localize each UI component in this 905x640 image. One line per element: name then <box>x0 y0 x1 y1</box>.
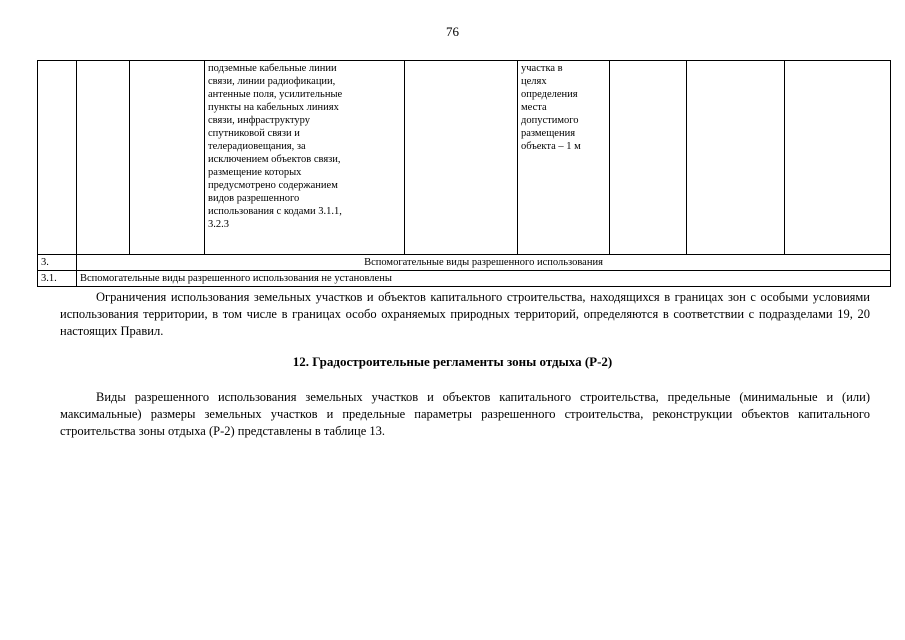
subsection-number: 3.1. <box>38 271 77 287</box>
table-cell <box>785 61 891 255</box>
subsection-text: Вспомогательные виды разрешенного использования не установлены <box>77 271 891 287</box>
zone-description-paragraph: Виды разрешенного использования земельных участков и объектов капитального строительства, предельные (минимальные и (или) максимальные) размеры земельных участков и предельные параметры разрешенного строительства, реконструкции объектов капитального строительства зоны отдыха (Р-2) представлены в таблице 13. <box>60 390 870 438</box>
table-row-section <box>38 255 891 271</box>
page-number: 76 <box>446 24 459 39</box>
table-cell <box>77 61 130 255</box>
table-cell <box>130 61 205 255</box>
table-cell <box>405 61 518 255</box>
table-cell-description: подземные кабельные линии связи, линии радиофикации, антенные поля, усилительные пункты на кабельных линиях связи, инфраструктуру спутниковой связи и телерадиовещания, за исключением объектов связи, размещение которых предусмотрено содержанием видов разрешенного использования с кодами 3.1.1, 3.2.3 <box>205 61 405 255</box>
table-cell <box>687 61 785 255</box>
table-cell-distance: участка в целях определения места допустимого размещения объекта – 1 м <box>518 61 610 255</box>
section-title: Вспомогательные виды разрешенного использования <box>77 255 891 271</box>
table-cell <box>38 61 77 255</box>
section-number: 3. <box>38 255 77 271</box>
section-heading: 12. Градостроительные регламенты зоны отдыха (Р-2) <box>292 354 613 369</box>
restrictions-paragraph: Ограничения использования земельных участков и объектов капитального строительства, находящихся в границах зон с особыми условиями использования территории, в том числе в границах особо охраняемых природных территорий, определяются в соответствии с подразделами 19, 20 настоящих Правил. <box>60 290 870 338</box>
table-row-subsection <box>38 271 891 287</box>
table-row-continued <box>38 61 891 255</box>
regulations-table <box>37 60 891 287</box>
table-cell <box>610 61 687 255</box>
